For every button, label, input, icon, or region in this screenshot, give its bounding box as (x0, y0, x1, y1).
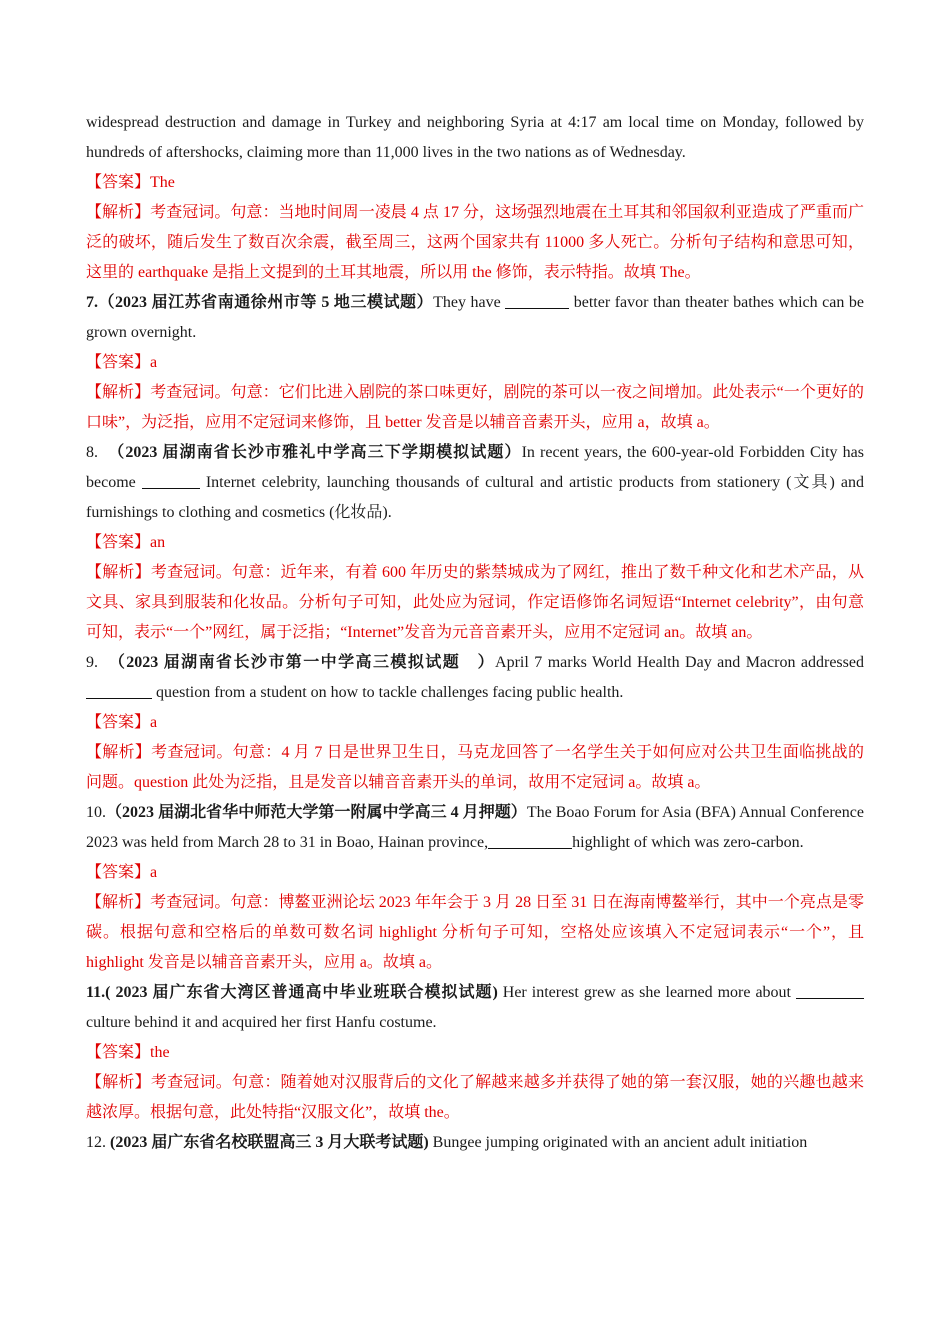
q10-analysis (86, 888, 864, 978)
answer-blank (488, 832, 572, 849)
question-text-after: question from a student on how to tackle challenges facing public health. (152, 684, 624, 701)
analysis-label: 【解析】 (86, 1074, 151, 1091)
q11-question (86, 978, 864, 1038)
analysis-label: 【解析】 (86, 894, 151, 911)
answer-blank (142, 472, 200, 489)
answer-value: an (150, 534, 166, 551)
answer-blank (86, 682, 152, 699)
question-text-after: culture behind it and acquired her first Hanfu costume. (86, 1014, 437, 1031)
q9-answer (86, 708, 864, 738)
answer-label: 【答案】 (86, 714, 151, 731)
analysis-label: 【解析】 (86, 204, 151, 221)
question-source: (2023 届广东省名校联盟高三 3 月大联考试题) (110, 1134, 429, 1151)
question-number: 12. (86, 1134, 110, 1151)
analysis-text: 考查冠词。句意：4 月 7 日是世界卫生日，马克龙回答了一名学生关于如何应对公共卫生面临挑战的问题。question 此处为泛指，且是发音以辅音音素开头的单词，故用不定冠词 a。故填 a。 (86, 744, 864, 791)
question-text-before: In recent years, the 600-year-old Forbidden City has become (86, 444, 864, 491)
q8-analysis (86, 558, 864, 648)
answer-label: 【答案】 (86, 534, 151, 551)
analysis-text: 考查冠词。句意：随着她对汉服背后的文化了解越来越多并获得了她的第一套汉服，她的兴趣也越来越浓厚。根据句意，此处特指“汉服文化”，故填 the。 (86, 1074, 864, 1121)
q11-analysis (86, 1068, 864, 1128)
question-number: 10. (86, 804, 106, 821)
answer-blank (505, 292, 569, 309)
question-source: （2023 届湖南省长沙市第一中学高三模拟试题 ） (116, 654, 496, 671)
analysis-label: 【解析】 (86, 744, 152, 761)
q12-question (86, 1128, 864, 1158)
answer-value: The (150, 174, 175, 191)
question-text-before: The Boao Forum for Asia (BFA) Annual Conference 2023 was held from March 28 to 31 in Boao, Hainan province, (86, 804, 864, 851)
analysis-text: 考查冠词。句意：博鳌亚洲论坛 2023 年年会于 3 月 28 日至 31 日在海南博鳌举行，其中一个亮点是零碳。根据句意和空格后的单数可数名词 highlight 分析句子可知，空格处应该填入不定冠词表示“一个”，且 highlight 发音是以辅音音素开头，应用 a。故填 a。 (86, 894, 864, 971)
question-source: （2023 届湖南省长沙市雅礼中学高三下学期模拟试题） (116, 444, 522, 461)
document-page (86, 108, 864, 1158)
q10-question (86, 798, 864, 858)
question-text-after: highlight of which was zero-carbon. (572, 834, 804, 851)
answer-value: a (150, 714, 158, 731)
question-text-before: They have (433, 294, 506, 311)
analysis-label: 【解析】 (86, 564, 151, 581)
q8-answer (86, 528, 864, 558)
q9-question (86, 648, 864, 708)
q8-question (86, 438, 864, 528)
question-number: 9. (86, 654, 117, 671)
answer-blank (796, 982, 864, 999)
question-number: 11. (86, 984, 106, 1001)
q6-analysis (86, 198, 864, 288)
question-source: （2023 届湖北省华中师范大学第一附属中学高三 4 月押题） (106, 804, 527, 821)
q7-question (86, 288, 864, 348)
question-text-before: April 7 marks World Health Day and Macron addressed (495, 654, 864, 671)
answer-label: 【答案】 (86, 1044, 151, 1061)
q6-question-tail: widespread destruction and damage in Turkey and neighboring Syria at 4:17 am local time on Monday, followed by hundreds of aftershocks, claiming more than 11,000 lives in the two nations as of Wednesday. (86, 114, 864, 161)
q10-answer (86, 858, 864, 888)
answer-value: a (150, 354, 158, 371)
answer-value: the (150, 1044, 170, 1061)
q11-answer (86, 1038, 864, 1068)
question-text: Bungee jumping originated with an ancient adult initiation (428, 1134, 808, 1151)
analysis-label: 【解析】 (86, 384, 151, 401)
q7-analysis (86, 378, 864, 438)
q7-answer (86, 348, 864, 378)
question-text-after: better favor than theater bathes which can be grown overnight. (86, 294, 864, 341)
analysis-text: 考查冠词。句意：它们比进入剧院的茶口味更好，剧院的茶可以一夜之间增加。此处表示“一个更好的口味”，为泛指，应用不定冠词来修饰，且 better 发音是以辅音音素开头，应用 a，故填 a。 (86, 384, 864, 431)
question-source: ( 2023 届广东省大湾区普通高中毕业班联合模拟试题) (105, 984, 498, 1001)
question-number: 8. (86, 444, 117, 461)
answer-label: 【答案】 (86, 864, 151, 881)
answer-label: 【答案】 (86, 354, 151, 371)
answer-value: a (150, 864, 158, 881)
question-text-before: Her interest grew as she learned more about (497, 984, 796, 1001)
analysis-text: 考查冠词。句意：当地时间周一凌晨 4 点 17 分，这场强烈地震在土耳其和邻国叙利亚造成了严重而广泛的破坏，随后发生了数百次余震，截至周三，这两个国家共有 11000 多人死亡。分析句子结构和意思可知，这里的 earthquake 是指上文提到的土耳其地震，所以用 the 修饰，表示特指。故填 The。 (86, 204, 864, 281)
answer-label: 【答案】 (86, 174, 151, 191)
analysis-text: 考查冠词。句意：近年来，有着 600 年历史的紫禁城成为了网红，推出了数千种文化和艺术产品，从文具、家具到服装和化妆品。分析句子可知，此处应为冠词，作定语修饰名词短语“Internet celebrity”，由句意可知，表示“一个”网红，属于泛指；“Internet”发音为元音音素开头，应用不定冠词 an。故填 an。 (86, 564, 864, 641)
question-text-after: Internet celebrity, launching thousands of cultural and artistic products from stationery (文具) and furnishings to clothing and cosmetics (化妆品). (86, 474, 865, 521)
question-number: 7. (86, 294, 98, 311)
q9-analysis (86, 738, 864, 798)
question-source: （2023 届江苏省南通徐州市等 5 地三模试题） (98, 294, 434, 311)
q6-answer (86, 168, 864, 198)
